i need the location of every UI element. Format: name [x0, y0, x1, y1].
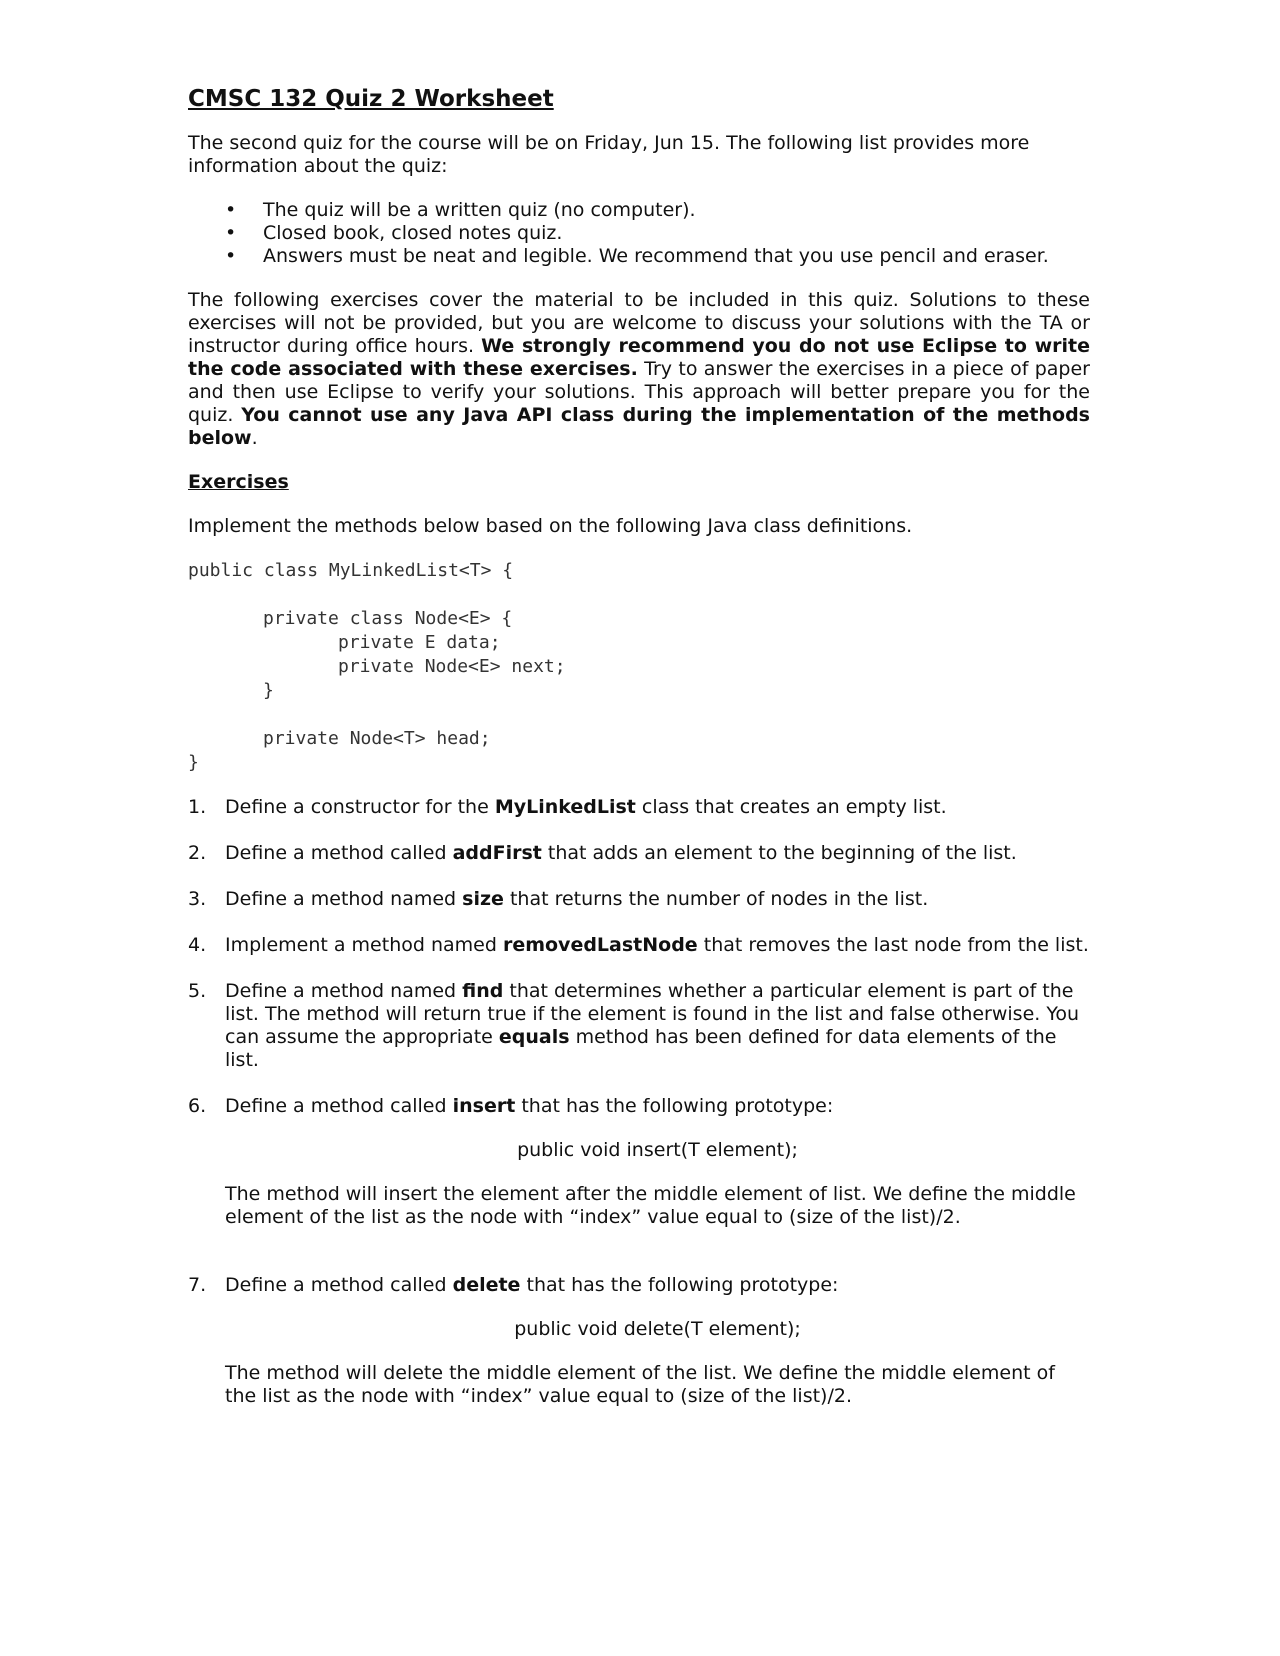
exercise-text: that has the following prototype:: [515, 1095, 834, 1117]
code-line: private class Node<E> {: [263, 608, 513, 629]
instructions-bold-eclipse: We strongly recommend you do not use Eclipse to write the code associated with these exercises.: [188, 335, 1090, 380]
exercise-text: Implement a method named: [225, 934, 503, 956]
code-line: }: [263, 680, 274, 701]
exercise-item: [188, 980, 1090, 1072]
page-title: CMSC 132 Quiz 2 Worksheet: [188, 86, 554, 112]
implement-text: Implement the methods below based on the following Java class definitions.: [188, 515, 913, 537]
instructions-bold-api: You cannot use any Java API class during the implementation of the methods below: [188, 404, 1090, 449]
exercise-text: method has been defined for data elements of the list.: [225, 1026, 1057, 1071]
list-item: [188, 222, 1090, 245]
exercise-item: [188, 796, 1090, 819]
exercise-keyword: equals: [498, 1026, 570, 1048]
exercise-text: that adds an element to the beginning of the list.: [541, 842, 1017, 864]
method-description: The method will delete the middle element of the list. We define the middle element of the list as the node with “index” value equal to (size of the list)/2.: [225, 1362, 1055, 1407]
document-page: [188, 84, 1090, 1431]
exercise-number: 3.: [188, 888, 207, 910]
exercises-instructions: [188, 289, 1090, 450]
list-item: [188, 199, 1090, 222]
exercise-item: [188, 888, 1090, 911]
exercise-text: that has the following prototype:: [520, 1274, 839, 1296]
exercise-text: Define a constructor for the: [225, 796, 495, 818]
instructions-text: .: [251, 427, 258, 449]
list-item: [188, 245, 1090, 268]
code-line: private Node<E> next;: [338, 656, 566, 677]
code-line: }: [188, 752, 199, 773]
bullet-text: Answers must be neat and legible. We recommend that you use pencil and eraser.: [263, 245, 1049, 267]
exercise-keyword: find: [462, 980, 504, 1002]
exercise-item: [188, 934, 1090, 957]
exercise-number: 1.: [188, 796, 207, 818]
code-line: private Node<T> head;: [263, 728, 491, 749]
exercises-heading: Exercises: [188, 471, 289, 493]
code-line: public class MyLinkedList<T> {: [188, 560, 514, 581]
exercise-keyword: delete: [452, 1274, 521, 1296]
exercise-text: Define a method called: [225, 1095, 453, 1117]
exercise-keyword: addFirst: [452, 842, 542, 864]
exercise-number: 5.: [188, 980, 207, 1002]
quiz-info-list: [188, 199, 1090, 268]
exercise-list: [188, 796, 1090, 1408]
method-prototype: public void delete(T element);: [514, 1318, 801, 1340]
bullet-icon: •: [225, 199, 237, 221]
exercise-item: [188, 1274, 1090, 1408]
bullet-icon: •: [225, 222, 237, 244]
intro-paragraph: The second quiz for the course will be on Friday, Jun 15. The following list provides more information about the quiz:: [188, 132, 1030, 177]
exercise-text: Define a method named: [225, 888, 463, 910]
exercise-keyword: size: [462, 888, 504, 910]
bullet-text: Closed book, closed notes quiz.: [263, 222, 563, 244]
exercise-number: 4.: [188, 934, 207, 956]
bullet-text: The quiz will be a written quiz (no computer).: [263, 199, 696, 221]
exercise-keyword: MyLinkedList: [494, 796, 636, 818]
exercise-text: that determines whether a particular element is part of the list. The method will return true if the element is found in the list and false otherwise. You can assume the appropriate: [225, 980, 1080, 1048]
method-description: The method will insert the element after the middle element of list. We define the middle element of the list as the node with “index” value equal to (size of the list)/2.: [225, 1183, 1076, 1228]
exercise-text: Define a method called: [225, 1274, 453, 1296]
exercise-keyword: removedLastNode: [502, 934, 698, 956]
exercise-text: that returns the number of nodes in the list.: [503, 888, 929, 910]
instructions-text: The following exercises cover the material to be included in this quiz. Solutions to these exercises will not be provided, but you are welcome to discuss your solutions with the TA or instructor during office hours.: [188, 289, 1090, 357]
exercise-text: class that creates an empty list.: [635, 796, 947, 818]
code-line: private E data;: [338, 632, 501, 653]
exercise-text: Define a method named: [225, 980, 463, 1002]
bullet-icon: •: [225, 245, 237, 267]
code-block: [188, 559, 1090, 775]
exercise-item: [188, 842, 1090, 865]
method-prototype: public void insert(T element);: [517, 1139, 798, 1161]
exercise-text: Define a method called: [225, 842, 453, 864]
exercise-item: [188, 1095, 1090, 1229]
exercise-text: that removes the last node from the list.: [697, 934, 1089, 956]
exercise-number: 6.: [188, 1095, 207, 1117]
exercise-number: 2.: [188, 842, 207, 864]
exercise-number: 7.: [188, 1274, 207, 1296]
instructions-text: Try to answer the exercises in a piece of paper and then use Eclipse to verify your solutions. This approach will better prepare you for the quiz.: [188, 358, 1090, 426]
exercise-keyword: insert: [452, 1095, 516, 1117]
